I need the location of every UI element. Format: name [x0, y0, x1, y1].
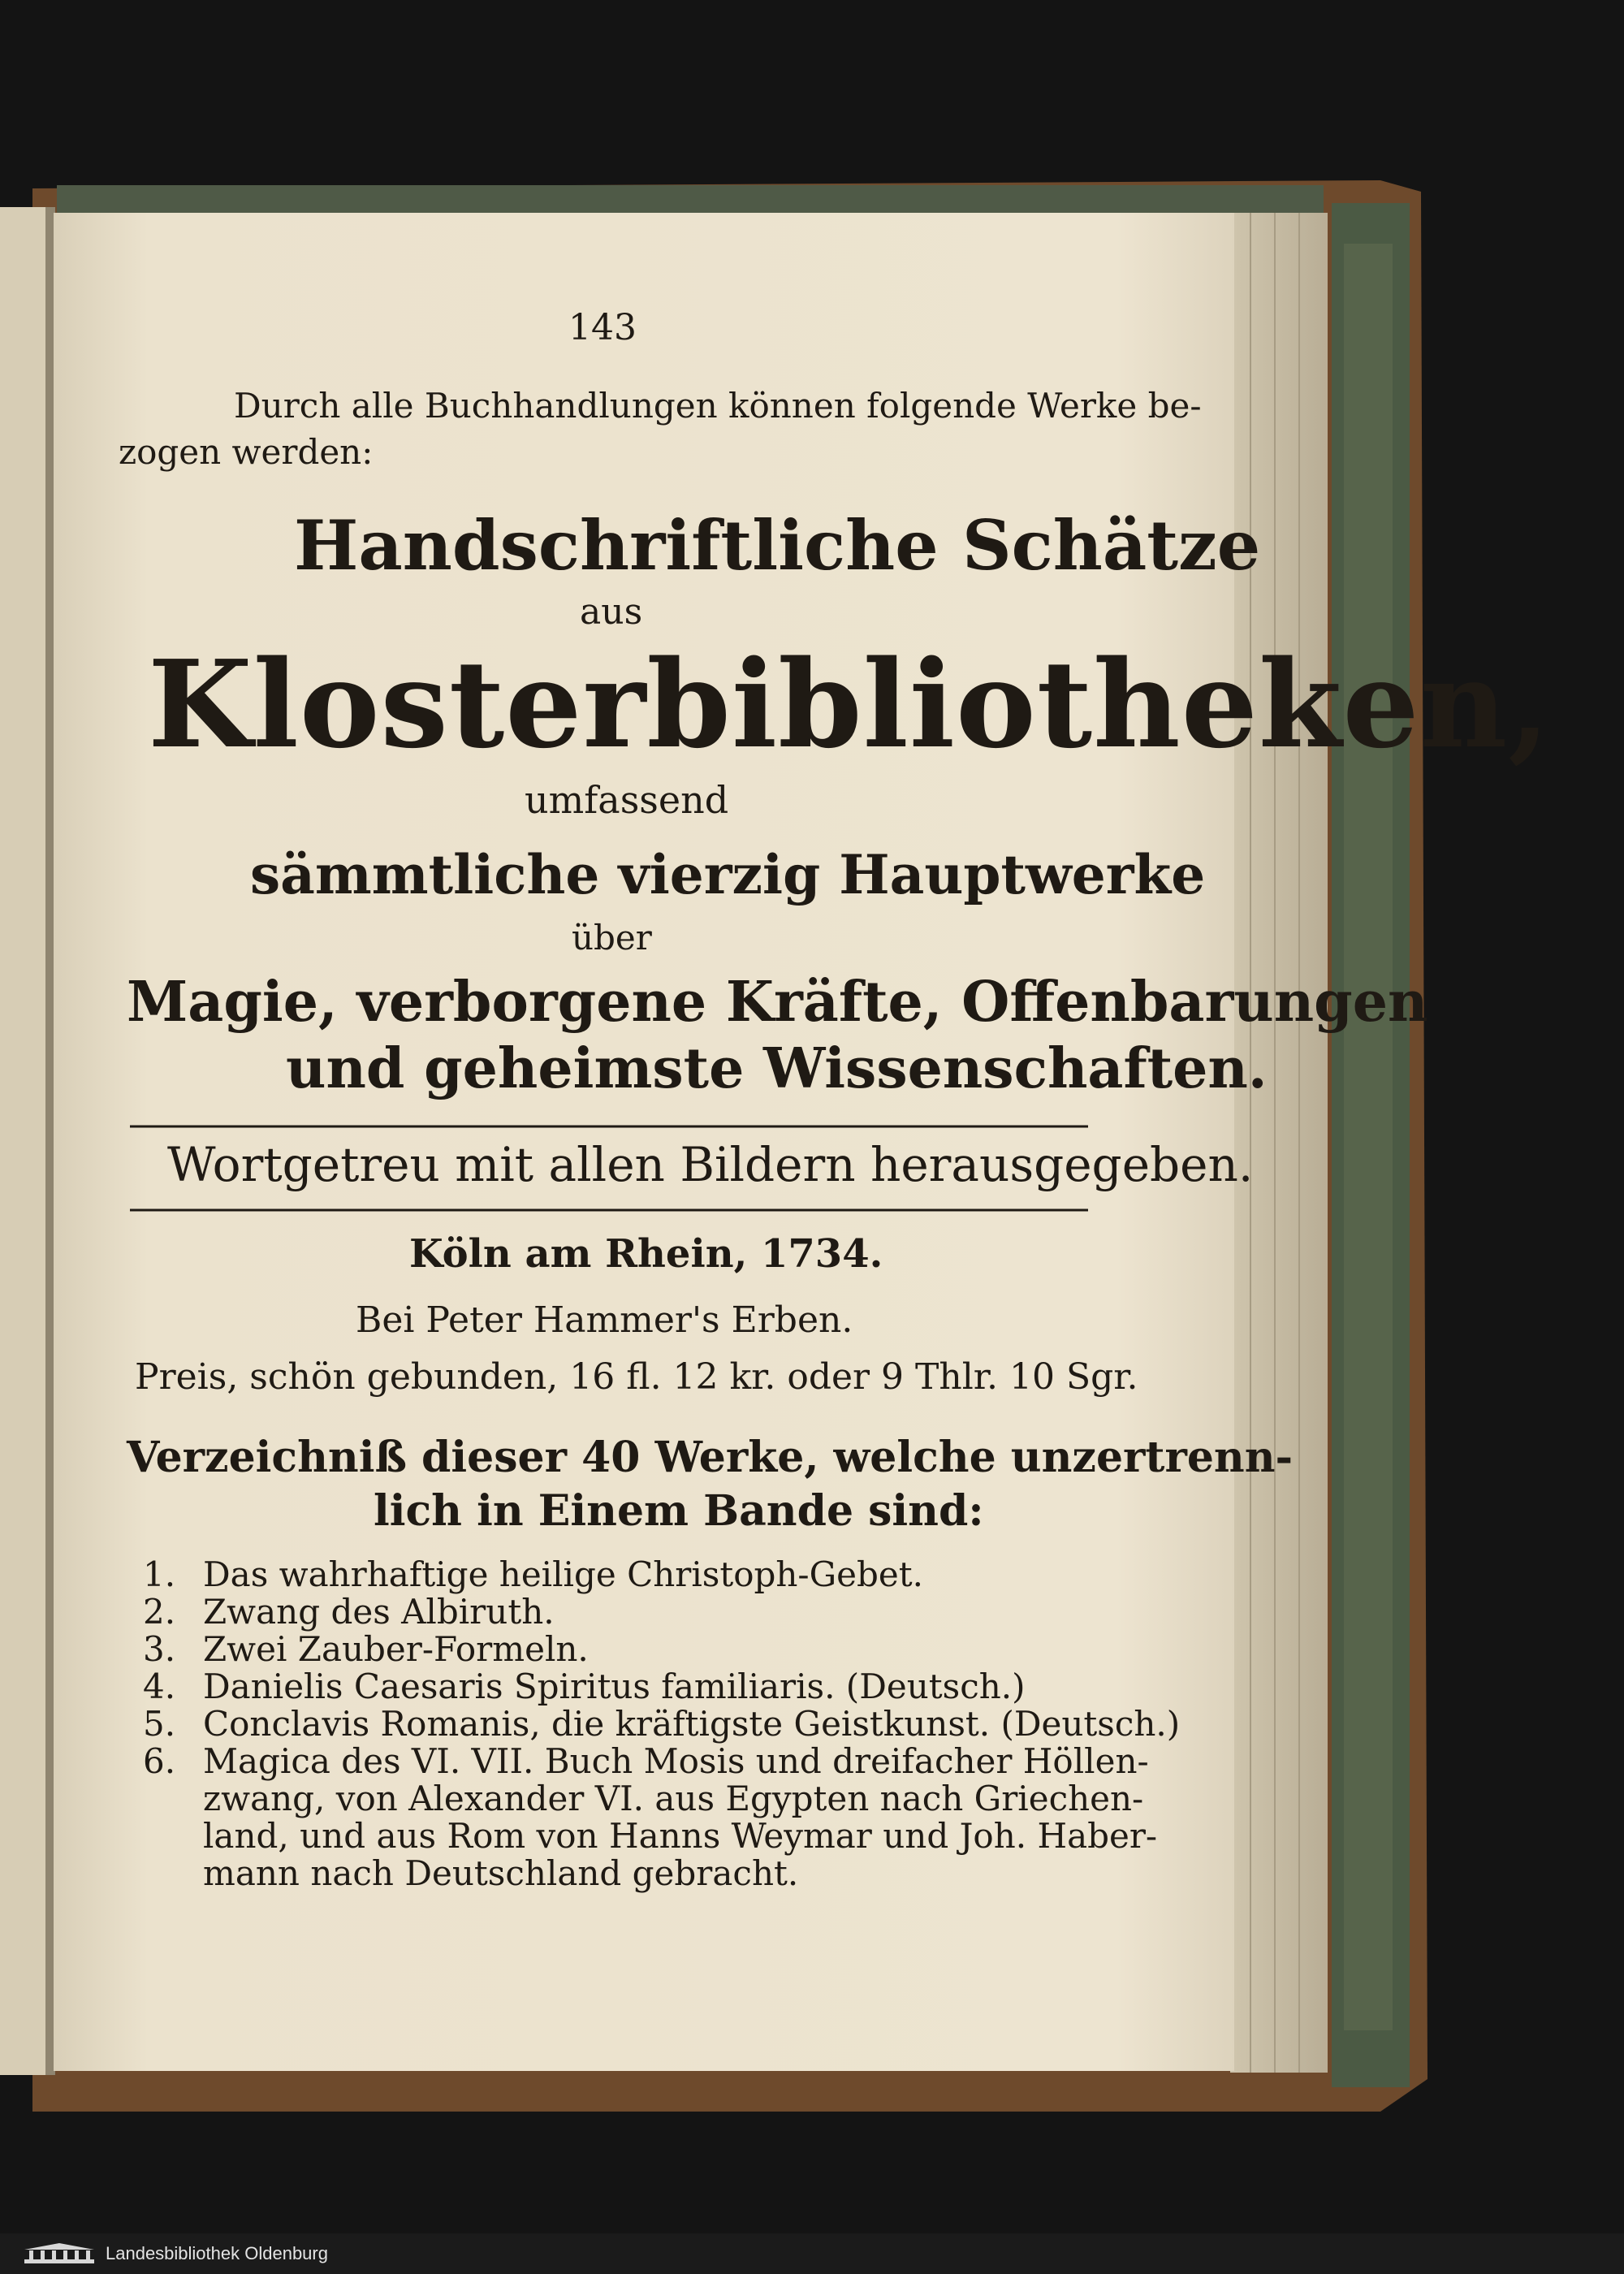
list-item-number: 1.	[143, 1554, 176, 1594]
list-item: zwang, von Alexander VI. aus Egypten nach Griechen-	[203, 1779, 1144, 1818]
list-item: Danielis Caesaris Spiritus familiaris. (Deutsch.)	[203, 1667, 1026, 1706]
list-item: Das wahrhaftige heilige Christoph-Gebet.	[203, 1554, 923, 1594]
library-building-icon	[23, 2242, 96, 2266]
library-name: Landesbibliothek Oldenburg	[106, 2243, 328, 2263]
left-page-sliver	[0, 207, 50, 2075]
contents-heading-1: Verzeichniß dieser 40 Werke, welche unzertrenn-	[127, 1433, 1294, 1482]
title-line-5: sämmtliche vierzig Hauptwerke	[250, 843, 1206, 906]
list-item-number: 6.	[143, 1741, 176, 1781]
list-item: land, und aus Rom von Hanns Weymar und Joh. Haber-	[203, 1816, 1158, 1856]
list-item: Zwei Zauber-Formeln.	[203, 1629, 589, 1669]
list-item-number: 5.	[143, 1704, 176, 1744]
list-item: Magica des VI. VII. Buch Mosis und dreifacher Höllen-	[203, 1741, 1149, 1781]
list-item: Zwang des Albiruth.	[203, 1592, 555, 1632]
footer-bar	[0, 2233, 1624, 2274]
title-line-6: über	[572, 918, 652, 958]
list-item-number: 4.	[143, 1667, 176, 1706]
title-line-8: und geheimste Wissenschaften.	[286, 1036, 1268, 1101]
list-item-number: 3.	[143, 1629, 176, 1669]
place-year: Köln am Rhein, 1734.	[409, 1231, 883, 1277]
subtitle: Wortgetreu mit allen Bildern herausgegeben.	[167, 1137, 1254, 1192]
list-item: mann nach Deutschland gebracht.	[203, 1853, 799, 1893]
title-line-2: aus	[580, 591, 643, 633]
title-line-4: umfassend	[525, 778, 729, 822]
publisher: Bei Peter Hammer's Erben.	[356, 1299, 853, 1341]
title-line-1: Handschriftliche Schätze	[294, 505, 1261, 586]
intro-line-2: zogen werden:	[119, 432, 374, 472]
list-item-number: 2.	[143, 1592, 176, 1632]
title-line-3: Klosterbibliotheken,	[148, 633, 1551, 775]
contents-heading-2: lich in Einem Bande sind:	[374, 1486, 984, 1536]
list-item: Conclavis Romanis, die kräftigste Geistkunst. (Deutsch.)	[203, 1704, 1181, 1744]
price: Preis, schön gebunden, 16 fl. 12 kr. oder 9 Thlr. 10 Sgr.	[135, 1356, 1138, 1398]
page-number: 143	[568, 307, 637, 348]
intro-line-1: Durch alle Buchhandlungen können folgende Werke be-	[234, 386, 1202, 426]
title-line-7: Magie, verborgene Kräfte, Offenbarungen	[127, 970, 1428, 1035]
